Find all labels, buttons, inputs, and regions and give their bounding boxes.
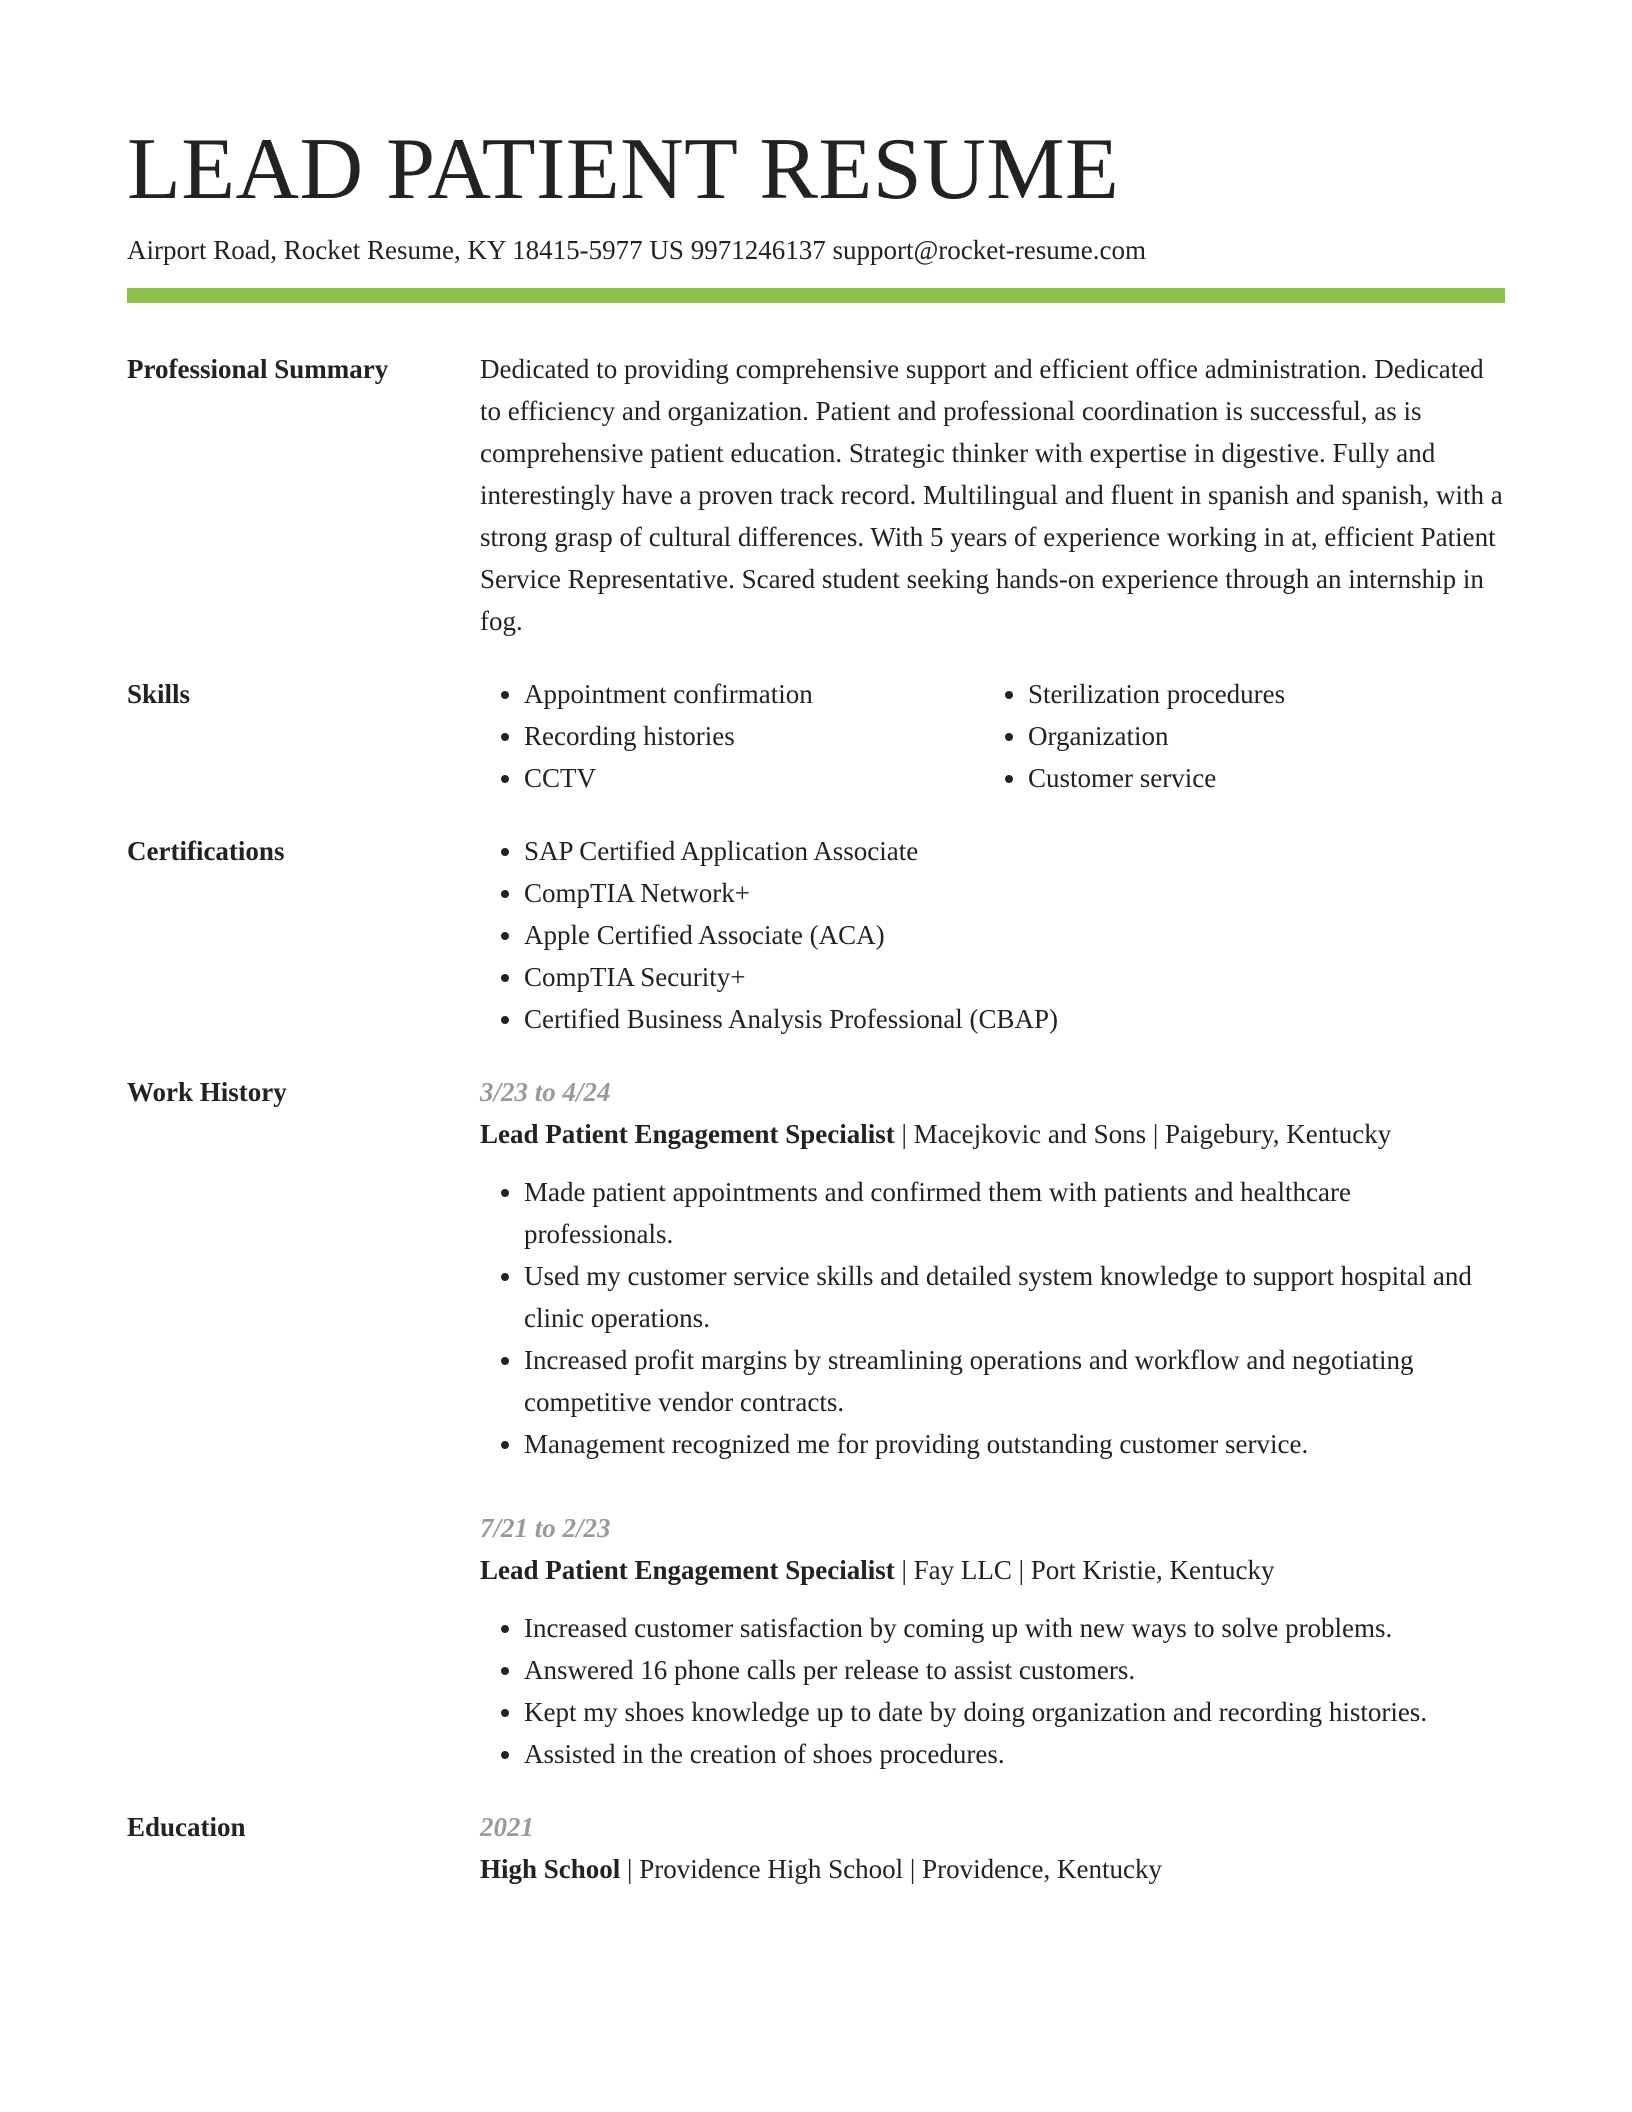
certification-item: • CompTIA Network+ (524, 872, 1505, 914)
certification-item: • Apple Certified Associate (ACA) (524, 914, 1505, 956)
job-bullet: • Answered 16 phone calls per release to assist customers. (524, 1649, 1505, 1691)
job-entry (480, 1507, 1505, 1775)
skill-item: • Customer service (1028, 757, 1488, 799)
resume-title: LEAD PATIENT RESUME (127, 121, 1120, 218)
job-title: Lead Patient Engagement Specialist (480, 1119, 895, 1149)
work-history-section (127, 1071, 1505, 1775)
education-label: Education (127, 1812, 246, 1842)
job-bullet: • Made patient appointments and confirmed them with patients and healthcare professionals. (524, 1171, 1505, 1255)
skills-label: Skills (127, 679, 191, 709)
skills-column-1 (480, 673, 984, 799)
certification-item: • Certified Business Analysis Professional (CBAP) (524, 998, 1505, 1040)
education-details: | Providence High School | Providence, Kentucky (620, 1854, 1162, 1884)
education-entry (480, 1848, 1505, 1890)
certifications-label: Certifications (127, 836, 285, 866)
job-bullets (480, 1607, 1505, 1775)
skills-list (480, 673, 1505, 799)
job-bullet: • Management recognized me for providing outstanding customer service. (524, 1423, 1505, 1465)
summary-label: Professional Summary (127, 354, 389, 384)
job-title: Lead Patient Engagement Specialist (480, 1555, 895, 1585)
job-bullet: • Assisted in the creation of shoes procedures. (524, 1733, 1505, 1775)
job-dates: 3/23 to 4/24 (480, 1077, 611, 1107)
job-details: | Macejkovic and Sons | Paigebury, Kentucky (894, 1119, 1392, 1149)
education-section (127, 1806, 1505, 1890)
education-degree: High School (480, 1854, 621, 1884)
job-role (480, 1549, 1505, 1591)
education-year: 2021 (480, 1812, 534, 1842)
skills-column-2 (984, 673, 1488, 799)
skill-item: • Sterilization procedures (1028, 673, 1488, 715)
job-bullet: • Increased customer satisfaction by coming up with new ways to solve problems. (524, 1607, 1505, 1649)
certification-item: • CompTIA Security+ (524, 956, 1505, 998)
job-role (480, 1113, 1505, 1155)
certification-item: • SAP Certified Application Associate (524, 830, 1505, 872)
job-bullet: • Increased profit margins by streamlining operations and workflow and negotiating competitive vendor contracts. (524, 1339, 1505, 1423)
resume-page (127, 118, 1505, 1890)
summary-text: Dedicated to providing comprehensive support and efficient office administration. Dedicated to efficiency and organization. Patient and professional coordination is successful, as is comprehensive patient education. Strategic thinker with expertise in digestive. Fully and interestingly have a proven track record. Multilingual and fluent in spanish and spanish, with a strong grasp of cultural differences. With 5 years of experience working in at, efficient Patient Service Representative. Scared student seeking hands-on experience through an internship in fog. (480, 354, 1503, 636)
job-dates: 7/21 to 2/23 (480, 1513, 611, 1543)
skill-item: • Organization (1028, 715, 1488, 757)
skill-item: • Recording histories (524, 715, 984, 757)
job-entry (480, 1071, 1505, 1465)
header-divider (127, 288, 1505, 303)
job-bullets (480, 1171, 1505, 1465)
job-bullet: • Kept my shoes knowledge up to date by doing organization and recording histories. (524, 1691, 1505, 1733)
certifications-section (127, 830, 1505, 1040)
certifications-list (480, 830, 1505, 1040)
contact-info: Airport Road, Rocket Resume, KY 18415-5977 US 9971246137 support@rocket-resume.com (127, 235, 1146, 265)
work-history-label: Work History (127, 1077, 287, 1107)
skills-section (127, 673, 1505, 799)
summary-section (127, 348, 1505, 642)
skill-item: • CCTV (524, 757, 984, 799)
job-details: | Fay LLC | Port Kristie, Kentucky (894, 1555, 1275, 1585)
job-bullet: • Used my customer service skills and detailed system knowledge to support hospital and clinic operations. (524, 1255, 1505, 1339)
skill-item: • Appointment confirmation (524, 673, 984, 715)
